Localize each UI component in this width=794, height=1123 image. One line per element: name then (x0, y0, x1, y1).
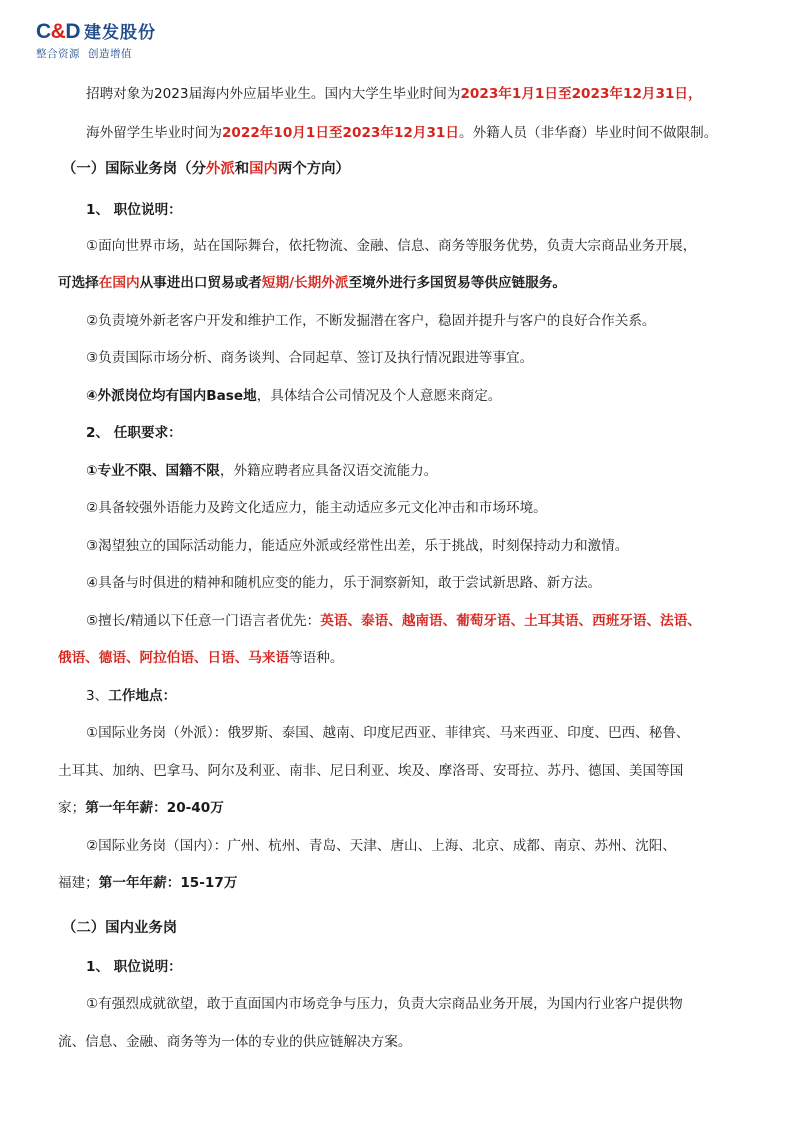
section-1-duty-1-cont: 可选择在国内从事进出口贸易或者短期/长期外派至境外进行多国贸易等供应链服务。 (58, 275, 566, 291)
section-1-location-1-salary: 家；第一年年薪：20-40万 (58, 800, 224, 816)
section-2-duty-1-cont: 流、信息、金融、商务等为一体的专业的供应链解决方案。 (58, 1034, 412, 1050)
section-1-req-3: ③渴望独立的国际活动能力，能适应外派或经常性出差，乐于挑战，时刻保持动力和激情。 (86, 538, 629, 554)
section-2-duty-heading: 1、 职位说明： (86, 959, 182, 975)
intro-paragraph-2: 海外留学生毕业时间为2022年10月1日至2023年12月31日。外籍人员（非华裔）毕业时间不做限制。 (86, 125, 718, 141)
section-1-location-2: ②国际业务岗（国内）：广州、杭州、青岛、天津、唐山、上海、北京、成都、南京、苏州、沈阳、 (86, 838, 676, 854)
section-2-duty-1: ①有强烈成就欲望，敢于直面国内市场竞争与压力，负责大宗商品业务开展，为国内行业客户提供物 (86, 996, 683, 1012)
section-1-req-5-cont: 俄语、德语、阿拉伯语、日语、马来语等语种。 (58, 650, 344, 666)
section-1-req-heading: 2、 任职要求： (86, 425, 182, 441)
section-1-location-heading: 3、工作地点： (86, 688, 177, 704)
section-1-req-1: ①专业不限、国籍不限，外籍应聘者应具备汉语交流能力。 (86, 463, 438, 479)
section-1-location-1: ①国际业务岗（外派）：俄罗斯、泰国、越南、印度尼西亚、菲律宾、马来西亚、印度、巴西、秘鲁、 (86, 725, 690, 741)
company-slogan: 整合资源 创造增值 (36, 48, 132, 60)
section-1-duty-2: ②负责境外新老客户开发和维护工作，不断发掘潜在客户，稳固并提升与客户的良好合作关系。 (86, 313, 656, 329)
section-1-title: （一）国际业务岗（分外派和国内两个方向） (62, 161, 350, 177)
section-1-req-5: ⑤擅长/精通以下任意一门语言者优先：英语、泰语、越南语、葡萄牙语、土耳其语、西班牙语、法语、 (86, 613, 701, 629)
section-2-title: （二）国内业务岗 (62, 920, 178, 936)
section-1-duty-3: ③负责国际市场分析、商务谈判、合同起草、签订及执行情况跟进等事宜。 (86, 350, 534, 366)
logo-mark: C&D (36, 20, 81, 43)
section-1-duty-heading: 1、 职位说明： (86, 202, 182, 218)
section-1-duty-4: ④外派岗位均有国内Base地，具体结合公司情况及个人意愿来商定。 (86, 388, 502, 404)
section-1-duty-1: ①面向世界市场，站在国际舞台，依托物流、金融、信息、商务等服务优势，负责大宗商品业务开展， (86, 238, 697, 254)
section-1-req-2: ②具备较强外语能力及跨文化适应力，能主动适应多元文化冲击和市场环境。 (86, 500, 547, 516)
company-name: 建发股份 (84, 23, 157, 43)
intro-paragraph-1: 招聘对象为2023届海内外应届毕业生。国内大学生毕业时间为2023年1月1日至2023年12月31日， (86, 86, 702, 102)
company-logo (36, 18, 156, 61)
section-1-location-2-salary: 福建；第一年年薪：15-17万 (58, 875, 238, 891)
section-1-req-4: ④具备与时俱进的精神和随机应变的能力，乐于洞察新知，敢于尝试新思路、新方法。 (86, 575, 602, 591)
section-1-location-1-cont: 土耳其、加纳、巴拿马、阿尔及利亚、南非、尼日利亚、埃及、摩洛哥、安哥拉、苏丹、德国、美国等国 (58, 763, 684, 779)
